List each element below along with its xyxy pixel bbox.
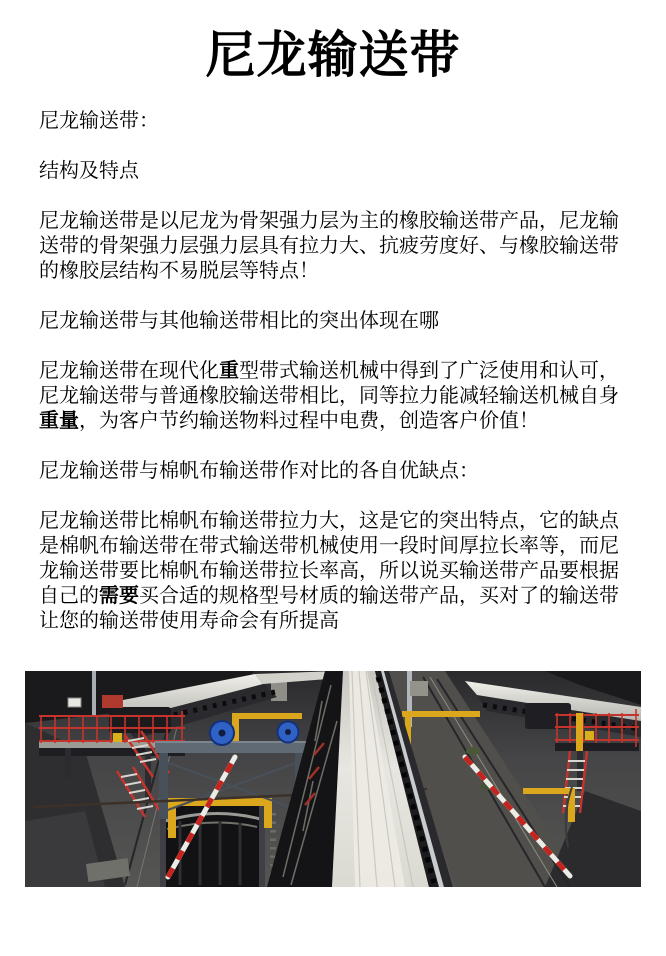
highlighted-keyword: 需要 [99,585,139,607]
grass-tuft [466,747,480,755]
highlighted-keyword: 重 [219,360,239,382]
text-segment: 结构及特点 [39,160,139,182]
sign-board [68,698,81,707]
drive-motor [102,695,123,708]
warning-sign [113,733,122,742]
text-segment: 买合适的规格型号材质的输送带产品，买对了的输送带让您的输送带使用寿命会有所提高 [39,585,619,632]
conveyor-photo-image [25,671,641,887]
highlighted-keyword: 重量 [39,410,79,432]
text-segment: 尼龙输送带比棉帆布输送带拉力大，这是它的突出特点，它的缺点是棉帆布输送带在带式输送带机械使用一段时间厚拉长率等，而尼龙输送带要比棉帆布输送带拉长率高，所以说买输送带产品要根据自己的 [39,510,619,607]
paragraph [39,209,629,284]
paragraph [39,159,629,184]
paragraph [39,109,629,134]
light-pole [92,671,96,715]
text-segment: 尼龙输送带是以尼龙为骨架强力层为主的橡胶输送带产品，尼龙输送带的骨架强力层强力层具有拉力大、抗疲劳度好、与橡胶输送带的橡胶层结构不易脱层等特点！ [39,210,619,282]
text-segment: 尼龙输送带与棉帆布输送带作对比的各自优缺点： [39,460,479,482]
paragraph [39,309,629,334]
paragraph [39,359,629,434]
paragraph [39,459,629,484]
text-segment: 尼龙输送带与其他输送带相比的突出体现在哪 [39,310,439,332]
concrete-block [410,681,428,696]
article-body [0,109,666,634]
text-segment: 型带式输送机械中得到了广泛使用和认可，尼龙输送带与普通橡胶输送带相比，同等拉力能减轻输送机械自身 [39,360,619,407]
conveyor-photo [25,671,641,887]
text-segment: 尼龙输送带： [39,110,159,132]
text-segment: 尼龙输送带在现代化 [39,360,219,382]
page-title: 尼龙输送带 [205,27,461,83]
article-page [0,26,666,887]
warning-sign [585,731,594,740]
text-segment: ，为客户节约输送物料过程中电费，创造客户价值！ [79,410,539,432]
feeder-machine [160,804,273,887]
paragraph [39,509,629,634]
